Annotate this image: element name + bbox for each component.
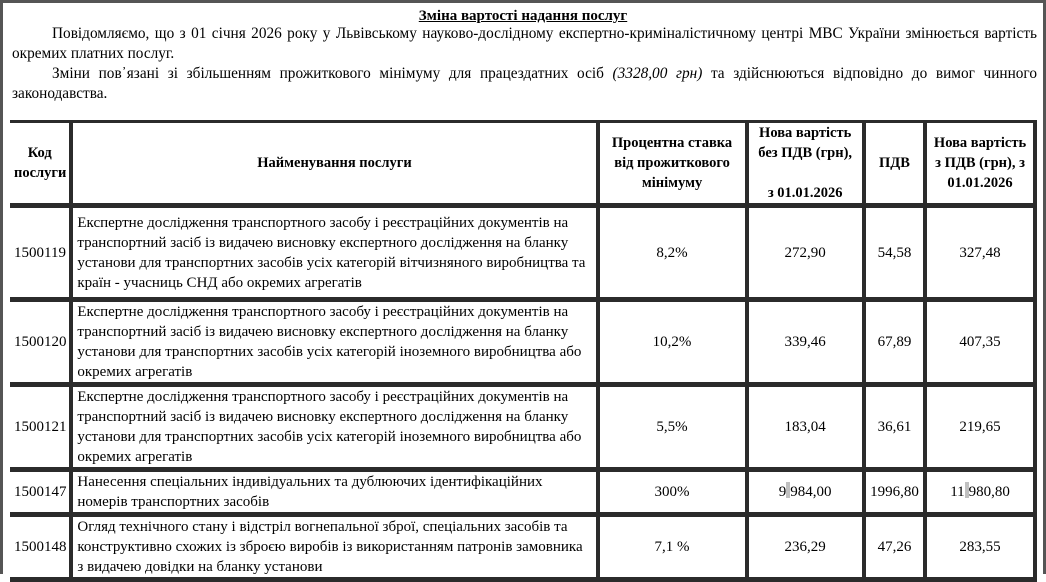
service-rate: 8,2% xyxy=(600,208,749,302)
table-row xyxy=(10,517,1037,582)
service-net-price: 236,29 xyxy=(749,517,866,582)
service-gross-price: 219,65 xyxy=(927,387,1037,472)
table-header-row xyxy=(10,123,1037,208)
header-code: Код послуги xyxy=(10,123,73,208)
table-row xyxy=(10,302,1037,387)
table-row xyxy=(10,208,1037,302)
service-gross-price: 283,55 xyxy=(927,517,1037,582)
gross-price-thousands: 11 xyxy=(950,484,965,500)
service-name: Експертне дослідження транспортного засобу і реєстраційних документів на транспортний засіб із видачею висновку експертного дослідження на бланку установи для транспортних засобів усіх категорій вітчизняного виробництва та країн - учасниць СНД або окремих агрегатів xyxy=(73,208,599,302)
service-vat: 67,89 xyxy=(866,302,927,387)
net-price-thousands: 9 xyxy=(778,484,787,500)
header-net-price-date: з 01.01.2026 xyxy=(767,185,843,201)
service-vat: 47,26 xyxy=(866,517,927,582)
table-row xyxy=(10,472,1037,517)
service-net-price: 183,04 xyxy=(749,387,866,472)
service-name: Нанесення спеціальних індивідуальних та дублюючих ідентифікаційних номерів транспортних засобів xyxy=(73,472,599,517)
header-net-price-label: Нова вартість без ПДВ (грн), xyxy=(758,125,853,161)
service-code: 1500119 xyxy=(10,208,73,302)
service-name: Експертне дослідження транспортного засобу і реєстраційних документів на транспортний засіб із видачею висновку експертного дослідження на бланку установи для транспортних засобів усіх категорій іноземного виробництва або окремих агрегатів xyxy=(73,302,599,387)
service-vat: 54,58 xyxy=(866,208,927,302)
header-name: Найменування послуги xyxy=(73,123,599,208)
net-price-rest: 984,00 xyxy=(790,484,832,500)
service-net-price: 339,46 xyxy=(749,302,866,387)
service-name: Огляд технічного стану і відстріл вогнепальної зброї, спеціальних засобів та конструктивно схожих із зброєю виробів із використанням патронів замовника з видачею довідки на бланку установи xyxy=(73,517,599,582)
service-net-price xyxy=(749,472,866,517)
service-rate: 5,5% xyxy=(600,387,749,472)
service-code: 1500121 xyxy=(10,387,73,472)
service-code: 1500120 xyxy=(10,302,73,387)
header-net-price xyxy=(749,123,866,208)
service-vat: 36,61 xyxy=(866,387,927,472)
table-row xyxy=(10,387,1037,472)
header-vat: ПДВ xyxy=(866,123,927,208)
service-gross-price: 327,48 xyxy=(927,208,1037,302)
header-gross-price: Нова вартість з ПДВ (грн), з 01.01.2026 xyxy=(927,123,1037,208)
subsistence-minimum-value: (3328,00 грн) xyxy=(612,65,703,82)
service-gross-price: 407,35 xyxy=(927,302,1037,387)
service-rate: 300% xyxy=(600,472,749,517)
service-code: 1500147 xyxy=(10,472,73,517)
service-rate: 7,1 % xyxy=(600,517,749,582)
document-title: Зміна вартості надання послуг xyxy=(418,8,628,24)
intro-paragraph: Повідомляємо, що з 01 січня 2026 року у Львівському науково-дослідному експертно-криміналістичному центрі МВС України змінюється вартість окремих платних послуг. xyxy=(12,25,1037,62)
service-gross-price xyxy=(927,472,1037,517)
header-rate: Процентна ставка від прожиткового мінімуму xyxy=(600,123,749,208)
changes-paragraph xyxy=(12,64,1037,104)
gross-price-rest: 980,80 xyxy=(968,484,1010,500)
changes-text-before: Зміни пов᾽язані зі збільшенням прожиткового мінімуму для працездатних осіб xyxy=(52,65,613,82)
service-net-price: 272,90 xyxy=(749,208,866,302)
changes-text-after: та здійснюються відповідно до вимог чинного законодавства. xyxy=(12,65,1037,102)
service-vat: 1996,80 xyxy=(866,472,927,517)
service-name: Експертне дослідження транспортного засобу і реєстраційних документів на транспортний засіб із видачею висновку експертного дослідження на бланку установи для транспортних засобів усіх категорій іноземного виробництва або окремих агрегатів xyxy=(73,387,599,472)
service-code: 1500148 xyxy=(10,517,73,582)
service-prices-table xyxy=(10,120,1037,582)
service-rate: 10,2% xyxy=(600,302,749,387)
